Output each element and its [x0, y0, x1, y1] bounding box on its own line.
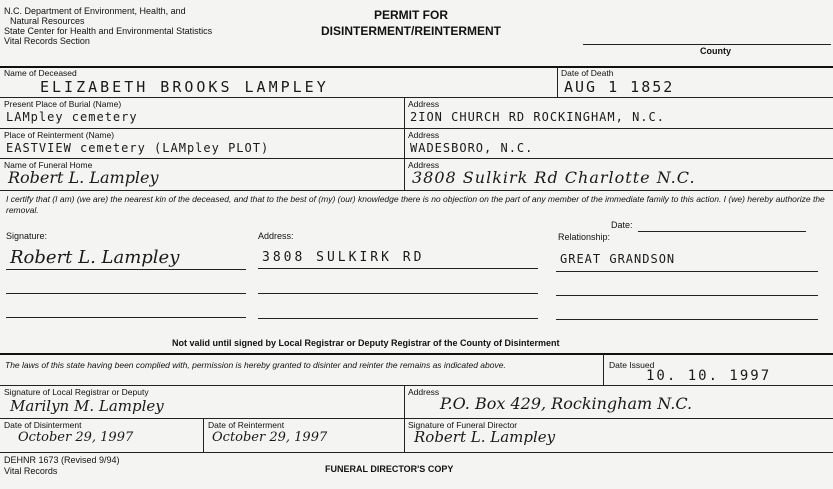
registrar-col-date: [603, 354, 604, 385]
copy-label: FUNERAL DIRECTOR'S COPY: [325, 464, 454, 474]
registrar-signature-label: Signature of Local Registrar or Deputy: [4, 387, 149, 397]
registrar-divider-2: [0, 418, 833, 419]
present-address-label: Address: [408, 99, 440, 109]
applicant-address-value: 3808 SULKIRK RD: [262, 250, 425, 265]
page-title: [296, 7, 526, 39]
title-line-2: DISINTERMENT/REINTERMENT: [321, 24, 501, 38]
laws-text: The laws of this state having been complied with, permission is hereby granted to disinter and reinter the remains as indicated above.: [5, 360, 506, 370]
agency-line-2: Natural Resources: [10, 16, 85, 26]
disinterment-label: Date of Disinterment: [4, 420, 82, 430]
deceased-value: ELIZABETH BROOKS LAMPLEY: [40, 78, 329, 96]
funeral-home-value: Robert L. Lampley: [8, 168, 159, 187]
title-line-1: PERMIT FOR: [374, 8, 448, 22]
date-label: Date:: [611, 220, 633, 230]
present-burial-value: LAMpley cemetery: [6, 110, 138, 124]
agency-line-3: State Center for Health and Environmental Statistics: [4, 26, 213, 36]
director-signature-label: Signature of Funeral Director: [408, 420, 518, 430]
funeral-home-label: Name of Funeral Home: [4, 160, 93, 170]
date-issued-label: Date Issued: [609, 360, 655, 370]
agency-block: [4, 6, 274, 46]
certify-text: I certify that (I am) (we are) the nearest kin of the deceased, and that to the best of (my) (our) knowledge there is no objection on the part of any member of the immediate family to this action. I (we) hereby authorize the removal.: [6, 194, 825, 215]
deceased-label: Name of Deceased: [4, 68, 77, 78]
address-line-3: [258, 318, 538, 319]
disinterment-value: October 29, 1997: [18, 430, 134, 445]
agency-line-1: N.C. Department of Environment, Health, and: [4, 6, 186, 16]
relationship-label: Relationship:: [558, 232, 611, 242]
registrar-address-label: Address: [408, 387, 440, 397]
county-line: [583, 44, 831, 45]
address-label: Address:: [258, 231, 294, 241]
agency-line-4: Vital Records Section: [4, 36, 90, 46]
reinterment-label: Date of Reinterment: [208, 420, 285, 430]
applicant-signature: Robert L. Lampley: [10, 247, 180, 268]
registrar-signature-value: Marilyn M. Lampley: [10, 397, 164, 415]
county-label: County: [700, 46, 731, 56]
signature-label: Signature:: [6, 231, 48, 241]
col-divider-address: [404, 97, 405, 190]
reinterment-place-value: EASTVIEW cemetery (LAMpley PLOT): [6, 141, 270, 155]
address-line-2: [258, 293, 538, 294]
registrar-address-value: P.O. Box 429, Rockingham N.C.: [440, 394, 693, 413]
col-divider-date: [557, 67, 558, 97]
row-divider-4: [0, 190, 833, 191]
reinterment-place-label: Place of Reinterment (Name): [4, 130, 115, 140]
table-top-border: [0, 66, 833, 68]
present-address-value: 2ION CHURCH RD ROCKINGHAM, N.C.: [410, 110, 665, 124]
reinterment-address-label: Address: [408, 130, 440, 140]
present-burial-label: Present Place of Burial (Name): [4, 99, 122, 109]
row-divider-1: [0, 97, 833, 98]
form-number: DEHNR 1673 (Revised 9/94): [4, 455, 120, 465]
signature-line-1: [6, 269, 246, 270]
director-signature-value: Robert L. Lampley: [414, 428, 556, 446]
row-divider-3: [0, 158, 833, 159]
relationship-line-2: [556, 295, 818, 296]
reinterment-value: October 29, 1997: [212, 430, 328, 445]
reinterment-address-value: WADESBORO, N.C.: [410, 141, 534, 155]
relationship-value: GREAT GRANDSON: [560, 252, 676, 266]
registrar-col-address: [404, 385, 405, 452]
signature-line-2: [6, 293, 246, 294]
footer-section: Vital Records: [4, 466, 58, 476]
registrar-bottom: [0, 452, 833, 453]
registrar-col-reinter: [203, 418, 204, 452]
funeral-home-address-value: 3808 Sulkirk Rd Charlotte N.C.: [412, 168, 696, 187]
relationship-line-3: [556, 319, 818, 320]
address-line-1: [258, 268, 538, 269]
funeral-home-address-label: Address: [408, 160, 440, 170]
registrar-top-border: [0, 353, 833, 355]
registrar-divider-1: [0, 385, 833, 386]
signature-line-3: [6, 317, 246, 318]
relationship-line-1: [556, 271, 818, 272]
date-issued-value: 10. 10. 1997: [646, 368, 772, 384]
registrar-notice: Not valid until signed by Local Registrar or Deputy Registrar of the County of Disinterment: [172, 338, 560, 348]
date-of-death-label: Date of Death: [561, 68, 614, 78]
date-of-death-value: AUG 1 1852: [564, 78, 675, 96]
row-divider-2: [0, 128, 833, 129]
date-line: [638, 231, 806, 232]
